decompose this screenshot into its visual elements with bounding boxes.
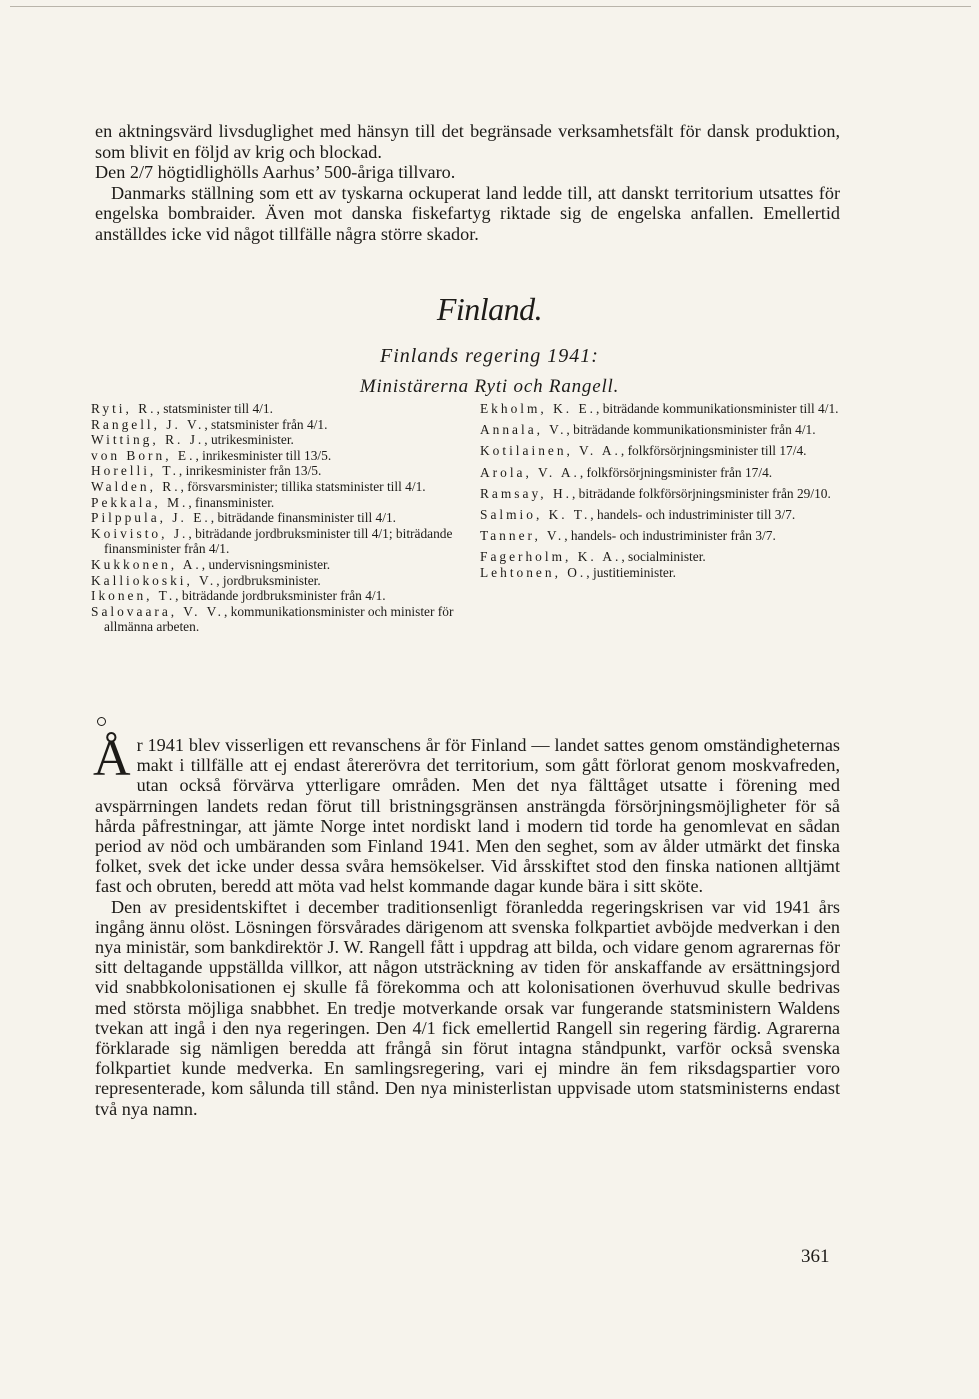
drop-cap: Å xyxy=(93,730,131,787)
minister-name: Ekholm, K. E. xyxy=(480,401,596,416)
government-subtitle: Ministärerna Ryti och Rangell. xyxy=(359,376,620,397)
minister-name: Witting, R. J. xyxy=(91,432,205,448)
minister-name: Salmio, K. T. xyxy=(480,506,591,522)
body-paragraph-2: Den av presidentskiftet i december traditionsenligt föranledda regeringskrisen var vid 1941 års ingång ännu olöst. Lösningen försvårades därigenom att svenska folkpartiet avböjde medverkan i den nya ministär, som bankdirektör J. W. Rangell fått i uppdrag att bilda, och vidare genom agrarernas för sitt deltagande uppställda villkor, att någon utsträckning av tiden för anskaffande av ersättningsjord vid snabbkolonisationen ej skulle få förekomma och att kolonisationen överhuvud skulle bedrivas med största möjliga snabbhet. En tredje motverkande orsak var fungerande statsministern Waldens tvekan att ingå i den nya regeringen. Den 4/1 fick emellertid Rangell sin regering färdig. Agrarerna förklarade sig nämligen beredda att frångå sin förut intagna ståndpunkt, varför också svenska folkpartiet kunde medverka. En samlingsregering, vari ej mindre än fem riksdagspartier voro representerade, kom sålunda till stånd. Den nya ministerlistan uppvisade utom statsministerns endast två nya namn. xyxy=(95,896,840,1119)
minister-name: Ryti, R. xyxy=(91,401,157,416)
minister-name: Annala, V. xyxy=(480,422,567,438)
minister-name: Walden, R. xyxy=(91,478,181,494)
minister-entry xyxy=(91,463,454,479)
minister-entry xyxy=(480,443,840,459)
minister-role: , biträdande folkförsörjningsminister från 29/10. xyxy=(571,485,831,501)
minister-entry xyxy=(91,479,454,495)
minister-entry xyxy=(480,486,840,502)
minister-entry xyxy=(480,528,840,544)
minister-name: Tanner, V. xyxy=(480,528,565,544)
minister-role: , socialminister. xyxy=(621,549,706,565)
intro-paragraph-2: Den 2/7 högtidlighölls Aarhus’ 500-åriga tillvaro. xyxy=(95,162,456,183)
minister-entry xyxy=(91,573,454,589)
body-paragraph-1-text: r 1941 blev visserligen ett revanschens år för Finland — landet sattes genom omständigheternas makt i tillfälle att ej endast återerövra det territorium, som gått förlorat genom moskvafreden, utan också förvärva ytterligare områden. Men det nya fälttåget utsatte i förening med avspärrningen landets redan förut till bristningsgränsen ansträngda försörjningsmöjligheter för så hårda påfrestningar, att jämte Norge intet nordiskt land i modern tid torde ha genomlevat en sådan period av nöd och umbäranden som Finland 1941. Men den seghet, som av ålder utmärkt det finska folket, svek det icke under dessa svåra hemsökelser. Vid årsskiftet stod den finska nationen alltjämt fast och obruten, beredd att möta vad helst kommande dagar kunde bära i sitt sköte. xyxy=(95,735,840,897)
ring-accent-mark xyxy=(97,717,106,726)
minister-role: , folkförsörjningsminister från 17/4. xyxy=(579,464,773,480)
minister-role: , jordbruksminister. xyxy=(216,572,321,588)
minister-role: , utrikesminister. xyxy=(204,432,294,448)
minister-role: , kommunikationsminister och minister för allmänna arbeten. xyxy=(104,603,454,635)
minister-role: , handels- och industriminister från 3/7. xyxy=(564,528,776,544)
minister-role: , statsminister till 4/1. xyxy=(156,401,273,416)
minister-name: Horelli, T. xyxy=(91,463,179,479)
minister-name: von Born, E. xyxy=(91,447,196,463)
minister-name: Salovaara, V. V. xyxy=(91,603,224,619)
minister-entry xyxy=(91,557,454,573)
minister-role: , biträdande jordbruksminister från 4/1. xyxy=(175,588,386,604)
minister-role: , inrikesminister från 13/5. xyxy=(178,463,322,479)
minister-name: Lehtonen, O. xyxy=(480,564,587,580)
country-heading: Finland. xyxy=(436,291,543,327)
minister-name: Ramsay, H. xyxy=(480,485,572,501)
minister-entry xyxy=(91,417,454,433)
minister-name: Ikonen, T. xyxy=(91,588,176,604)
ministers-left-column xyxy=(91,401,454,635)
minister-entry xyxy=(480,465,840,481)
ministers-right-column xyxy=(480,401,840,586)
minister-role: , inrikesminister till 13/5. xyxy=(195,447,332,463)
top-rule xyxy=(10,6,971,7)
minister-role: , justitieminister. xyxy=(586,564,676,580)
minister-role: , försvarsminister; tillika statsminister till 4/1. xyxy=(180,478,426,494)
minister-entry xyxy=(91,432,454,448)
minister-entry xyxy=(480,565,840,581)
minister-name: Kalliokoski, V. xyxy=(91,572,217,588)
minister-name: Pekkala, M. xyxy=(91,494,189,510)
minister-role: , biträdande finansminister till 4/1. xyxy=(210,510,396,526)
minister-entry xyxy=(91,401,454,417)
minister-role: , biträdande jordbruksminister till 4/1; biträdande finansminister från 4/1. xyxy=(104,525,453,557)
page-number: 361 xyxy=(801,1246,830,1267)
intro-paragraph-1: en aktningsvärd livsduglighet med hänsyn till det begränsade verksamhetsfält för dansk produktion, som blivit en följd av krig och blockad. xyxy=(95,121,840,162)
intro-text xyxy=(95,121,840,245)
minister-role: , folkförsörjningsminister till 17/4. xyxy=(620,443,807,459)
minister-name: Fagerholm, K. A. xyxy=(480,549,622,565)
minister-name: Pilppula, J. E. xyxy=(91,510,211,526)
minister-role: , undervisningsminister. xyxy=(201,556,331,572)
minister-entry xyxy=(91,495,454,511)
minister-name: Rangell, J. V. xyxy=(91,416,205,432)
main-body-text xyxy=(93,730,840,1119)
minister-entry xyxy=(480,507,840,523)
minister-entry xyxy=(91,604,454,635)
minister-name: Koivisto, J. xyxy=(91,525,189,541)
minister-entry xyxy=(91,588,454,604)
minister-name: Arola, V. A. xyxy=(480,464,580,480)
minister-entry xyxy=(480,549,840,565)
minister-role: , biträdande kommunikationsminister till 4/1. xyxy=(596,401,839,416)
minister-entry xyxy=(480,422,840,438)
minister-role: , biträdande kommunikationsminister från 4/1. xyxy=(566,422,816,438)
body-paragraph-1 xyxy=(93,730,840,897)
minister-role: , finansminister. xyxy=(188,494,275,510)
minister-entry xyxy=(480,401,840,417)
minister-entry xyxy=(91,510,454,526)
minister-role: , statsminister från 4/1. xyxy=(204,416,328,432)
minister-role: , handels- och industriminister till 3/7. xyxy=(590,506,796,522)
government-title: Finlands regering 1941: xyxy=(380,345,599,367)
minister-entry xyxy=(91,448,454,464)
minister-name: Kukkonen, A. xyxy=(91,556,202,572)
minister-entry xyxy=(91,526,454,557)
intro-paragraph-3: Danmarks ställning som ett av tyskarna ockuperat land ledde till, att danskt territorium utsattes för engelska bombraider. Även mot danska fiskefartyg riktade sig de engelska anfallen. Emellertid anställdes icke vid något tillfälle några större skador. xyxy=(95,182,840,244)
minister-name: Kotilainen, V. A. xyxy=(480,443,621,459)
